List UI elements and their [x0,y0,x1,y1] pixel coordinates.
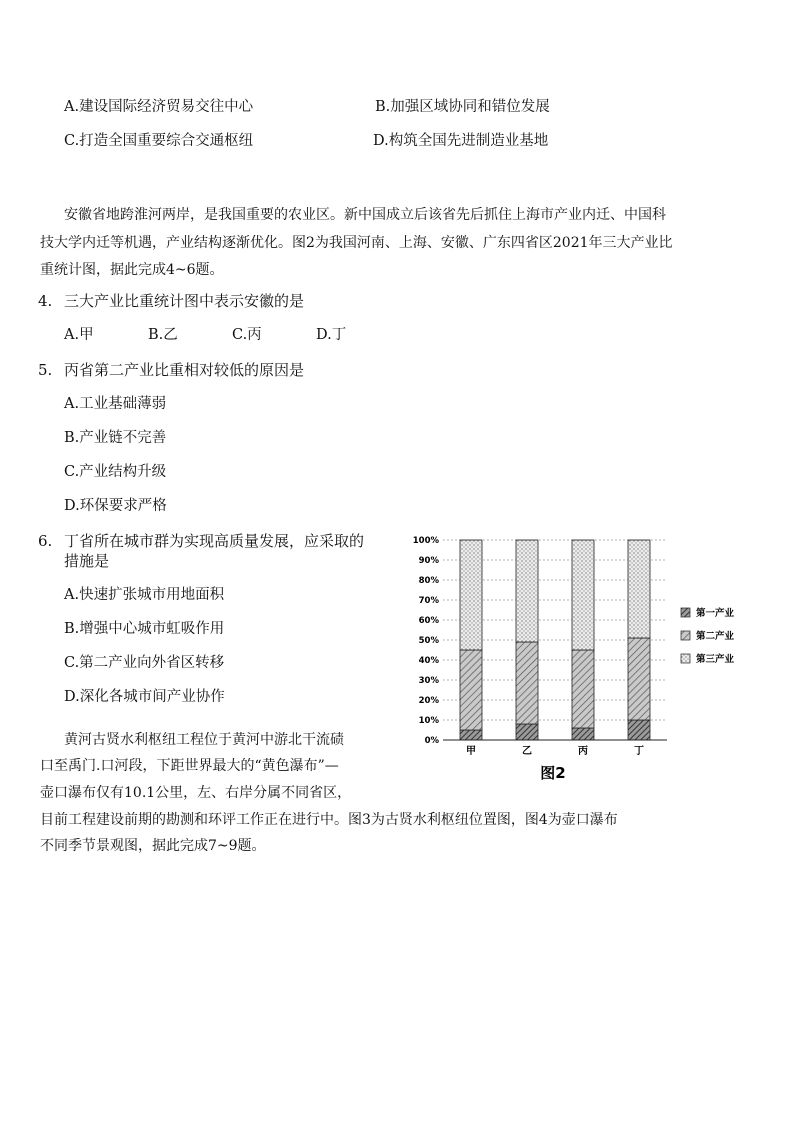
top-option-c: C.打造全国重要综合交通枢纽 [64,133,254,149]
y-tick-label: 20% [418,696,439,706]
y-tick-label: 100% [412,536,439,546]
legend-label: 第三产业 [696,654,735,665]
intro-anhui-line-2: 技大学内迁等机遇，产业结构逐渐优化。图2为我国河南、上海、安徽、广东四省区2021年三大产业比 [40,235,673,251]
y-tick-label: 0% [424,736,439,746]
top-option-a: A.建设国际经济贸易交往中心 [64,99,254,115]
question-6-option-b: B.增强中心城市虹吸作用 [64,621,225,637]
bar-secondary-segment [572,650,594,728]
question-6-option-a: A.快速扩张城市用地面积 [64,587,225,603]
chart-title: 图2 [540,764,566,782]
x-tick-label: 乙 [522,746,532,757]
question-6-option-d: D.深化各城市间产业协作 [64,689,225,705]
y-tick-label: 30% [418,676,439,686]
x-tick-label: 丙 [578,746,588,757]
top-option-b: B.加强区域协同和错位发展 [375,99,550,115]
y-tick-label: 80% [418,576,439,586]
bar-primary-segment [572,728,594,740]
industry-share-chart [405,528,775,788]
question-4-number: 4. [38,292,53,310]
question-6-stem-line-2: 措施是 [64,552,110,570]
x-tick-label: 甲 [466,746,476,757]
bar-secondary-segment [460,650,482,730]
bar-tertiary-segment [628,540,650,638]
bar-primary-segment [628,720,650,740]
y-tick-label: 70% [418,596,439,606]
intro-yellow-river-line-4: 目前工程建设前期的勘测和环评工作正在进行中。图3为古贤水利枢纽位置图，图4为壶口瀑布 [40,812,618,828]
legend-swatch [681,608,690,617]
intro-anhui-line-1: 安徽省地跨淮河两岸，是我国重要的农业区。新中国成立后该省先后抓住上海市产业内迁、中国科 [64,207,666,223]
question-6-stem-line-1: 丁省所在城市群为实现高质量发展，应采取的 [64,532,365,550]
question-4-option-a: A.甲 [64,327,94,343]
legend-label: 第一产业 [696,608,735,619]
question-5-stem: 丙省第二产业比重相对较低的原因是 [64,361,305,379]
intro-yellow-river-line-3: 壶口瀑布仅有10.1公里，左、右岸分属不同省区， [40,785,352,801]
legend-swatch [681,654,690,663]
intro-yellow-river-line-1: 黄河古贤水利枢纽工程位于黄河中游北干流碛 [64,732,344,748]
question-4-stem: 三大产业比重统计图中表示安徽的是 [64,292,305,310]
legend-label: 第二产业 [696,631,735,642]
bar-primary-segment [460,730,482,740]
question-6-option-c: C.第二产业向外省区转移 [64,655,225,671]
bar-tertiary-segment [572,540,594,650]
question-4-option-c: C.丙 [232,327,262,343]
question-5-option-b: B.产业链不完善 [64,430,167,446]
question-5-number: 5. [38,361,53,379]
question-5-option-a: A.工业基础薄弱 [64,396,167,412]
bar-tertiary-segment [460,540,482,650]
bar-primary-segment [516,724,538,740]
bar-secondary-segment [628,638,650,720]
intro-yellow-river-line-2: 口至禹门.口河段，下距世界最大的“黄色瀑布”— [40,758,339,774]
y-tick-label: 90% [418,556,439,566]
intro-anhui-line-3: 重统计图，据此完成4~6题。 [40,262,224,278]
bar-secondary-segment [516,642,538,724]
x-tick-label: 丁 [634,746,644,757]
y-tick-label: 40% [418,656,439,666]
question-5-option-c: C.产业结构升级 [64,464,167,480]
y-tick-label: 10% [418,716,439,726]
question-6-number: 6. [38,532,53,550]
question-4-option-b: B.乙 [148,327,178,343]
legend-swatch [681,631,690,640]
top-option-d: D.构筑全国先进制造业基地 [373,133,549,149]
y-tick-label: 60% [418,616,439,626]
question-4-option-d: D.丁 [316,327,347,343]
question-5-option-d: D.环保要求严格 [64,498,167,514]
y-tick-label: 50% [418,636,439,646]
intro-yellow-river-line-5: 不同季节景观图，据此完成7~9题。 [40,838,266,854]
bar-tertiary-segment [516,540,538,642]
